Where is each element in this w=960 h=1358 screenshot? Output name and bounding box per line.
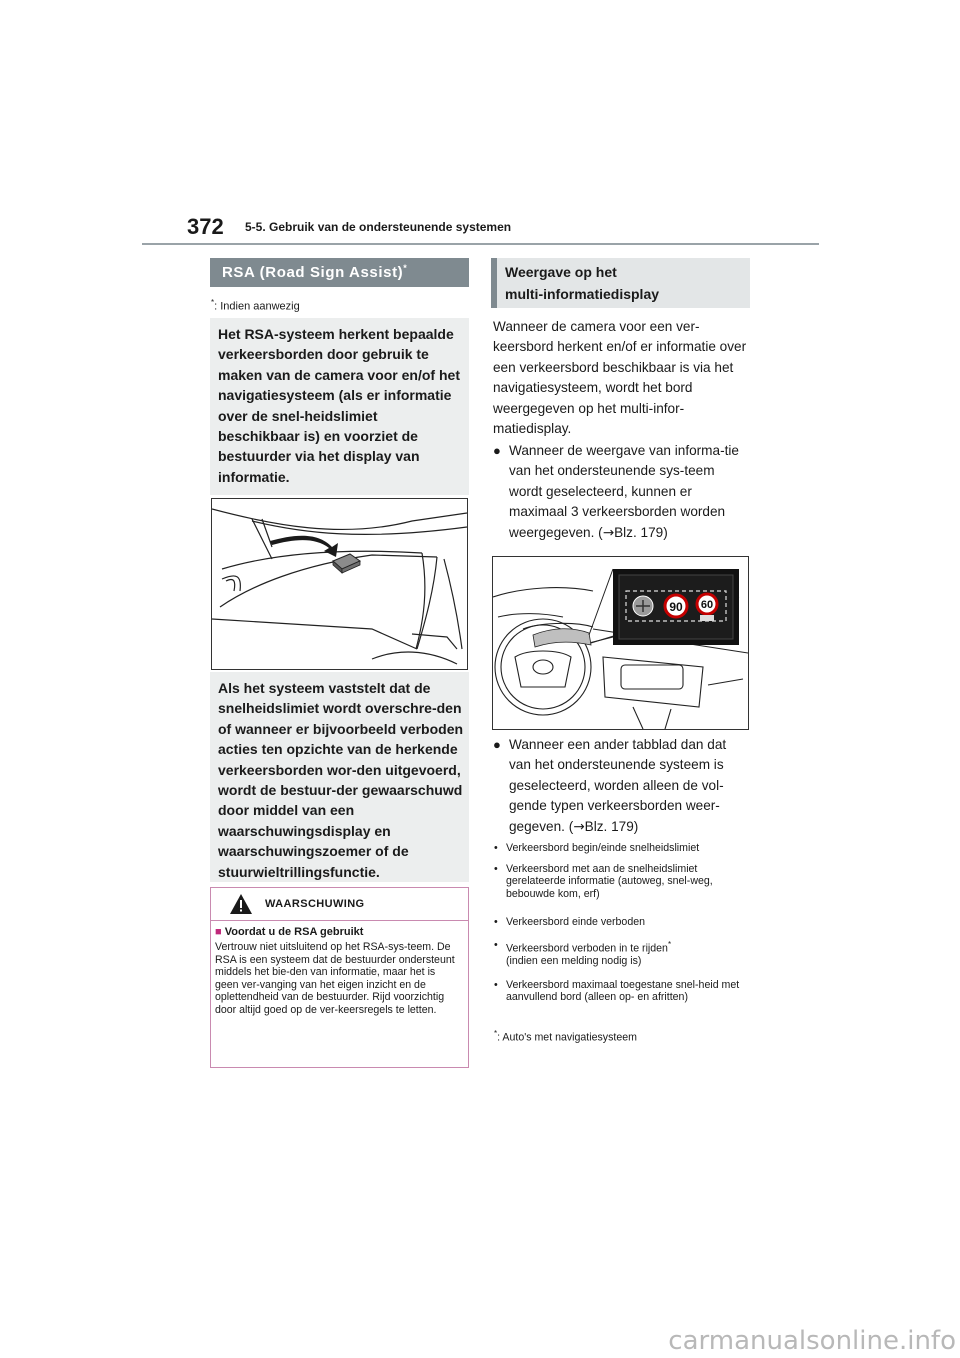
sign-type-text-main: Verkeersbord verboden in te rijden — [506, 942, 668, 955]
intro-box — [210, 318, 469, 495]
windshield-camera-illustration — [211, 498, 468, 670]
rsa-heading-text: RSA (Road Sign Assist) — [222, 264, 404, 281]
dot-icon: • — [494, 939, 498, 951]
availability-note — [211, 298, 300, 313]
footnote-text: : Auto's met navigatiesysteem — [497, 1031, 637, 1044]
item2-text: Wanneer een ander tabblad dan dat van het ondersteunende systeem is geselecteerd, worden alleen de vol-gende typen verkeersborden weer-gegeven. ( — [509, 737, 727, 834]
item1-text: Wanneer de weergave van informa-tie van het ondersteunende sys-teem wordt geselecteerd, kunnen er maximaal 3 verkeersborden worden weergegeven. ( — [509, 443, 739, 540]
rsa-heading — [210, 258, 469, 287]
windshield-drawing — [212, 499, 467, 669]
dashboard-display-illustration — [492, 556, 749, 730]
dot-icon: • — [494, 916, 498, 928]
list-item-text — [509, 735, 749, 837]
rsa-heading-mark: * — [403, 263, 408, 273]
warning-body: Vertrouw niet uitsluitend op het RSA-sys-teem. De RSA is een systeem dat de bestuurder ondersteunt middels het bie-den van informatie, maar het is geen ver-vanging van het eigen inzicht en de oplettendheid van de bestuurder. Rijd voorzichtig door altijd goed op de ver-keersregels te letten. — [215, 941, 455, 1016]
footnote — [494, 1029, 637, 1044]
display-intro-text: Wanneer de camera voor een ver-keersbord herkent en/of er informatie over een verkeersbord beschikbaar is via het navigatiesysteem, wordt het bord weergegeven op het multi-infor-matiedisplay. — [493, 319, 747, 437]
arrow-icon: → — [573, 818, 585, 835]
warning-subhead — [215, 926, 363, 938]
sign-90: 90 — [669, 600, 683, 614]
arrow-icon: → — [602, 524, 615, 541]
availability-mark: * — [211, 298, 215, 307]
bullet-icon: ● — [493, 737, 501, 752]
sign-types-list — [494, 842, 752, 1022]
sign-type-text: Verkeersbord met aan de snelheidslimiet gerelateerde informatie (autoweg, snel-weg, bebouwde kom, erf) — [506, 863, 713, 900]
page-number: 372 — [187, 214, 224, 239]
warning-title: WAARSCHUWING — [265, 898, 365, 910]
display-heading-line2: multi-informatiedisplay — [505, 286, 660, 302]
list-item — [493, 735, 743, 839]
intro-text: Het RSA-systeem herkent bepaalde verkeersborden door gebruik te maken van de camera voor en/of het navigatiesysteem (als er informatie over de snel-heidslimiet beschikbaar is) en voorziet de bestuurder via het display van informatie. — [218, 326, 460, 485]
display-heading-line1: Weergave op het — [505, 264, 617, 280]
warning-panel — [210, 887, 469, 1068]
dashboard-drawing — [493, 557, 748, 729]
availability-text: : Indien aanwezig — [214, 300, 300, 313]
warning-subhead-text: Voordat u de RSA gebruikt — [224, 926, 364, 938]
list-item-text — [509, 441, 749, 543]
sign-type-text: Verkeersbord begin/einde snelheidslimiet — [506, 842, 700, 854]
header-rule — [142, 243, 819, 245]
bullet-icon: ● — [493, 443, 501, 458]
sign-type-text: Verkeersbord maximaal toegestane snel-heid met aanvullend bord (alleen op- en afritten) — [506, 979, 740, 1004]
dot-icon: • — [494, 979, 498, 991]
camera-unit — [333, 554, 360, 573]
footnote-mark: * — [494, 1029, 498, 1038]
watermark: carmanualsonline.info — [668, 1326, 956, 1356]
section-header: 5-5. Gebruik van de ondersteunende systemen — [245, 220, 512, 234]
overspeed-text: Als het systeem vaststelt dat de snelheidslimiet wordt overschre-den of wanneer er bijvoorbeeld verboden acties ten opzichte van de herkende verkeersborden wor-den uitgevoerd, wordt de bestuur-der gewaarschuwd door middel van een waarschuwingsdisplay en waarschuwingszoemer of de stuurwieltrillingsfunctie. — [218, 680, 464, 880]
sign-type-text — [506, 939, 748, 967]
overspeed-box — [210, 672, 469, 882]
sign-type-text-sub: (indien een melding nodig is) — [506, 954, 642, 967]
warning-square-icon: ■ — [215, 926, 222, 938]
footnote-mark: * — [667, 940, 672, 949]
dot-icon: • — [494, 863, 498, 875]
warning-header — [211, 888, 468, 921]
display-heading — [491, 258, 750, 308]
page-reference-link[interactable]: Blz. 179) — [584, 818, 639, 834]
sign-type-text: Verkeersbord einde verboden — [506, 916, 645, 928]
warning-triangle-icon — [229, 893, 253, 915]
page-reference-link[interactable]: Blz. 179) — [614, 524, 668, 540]
list-item — [493, 441, 743, 545]
dot-icon: • — [494, 842, 498, 854]
sign-60: 60 — [700, 599, 714, 611]
